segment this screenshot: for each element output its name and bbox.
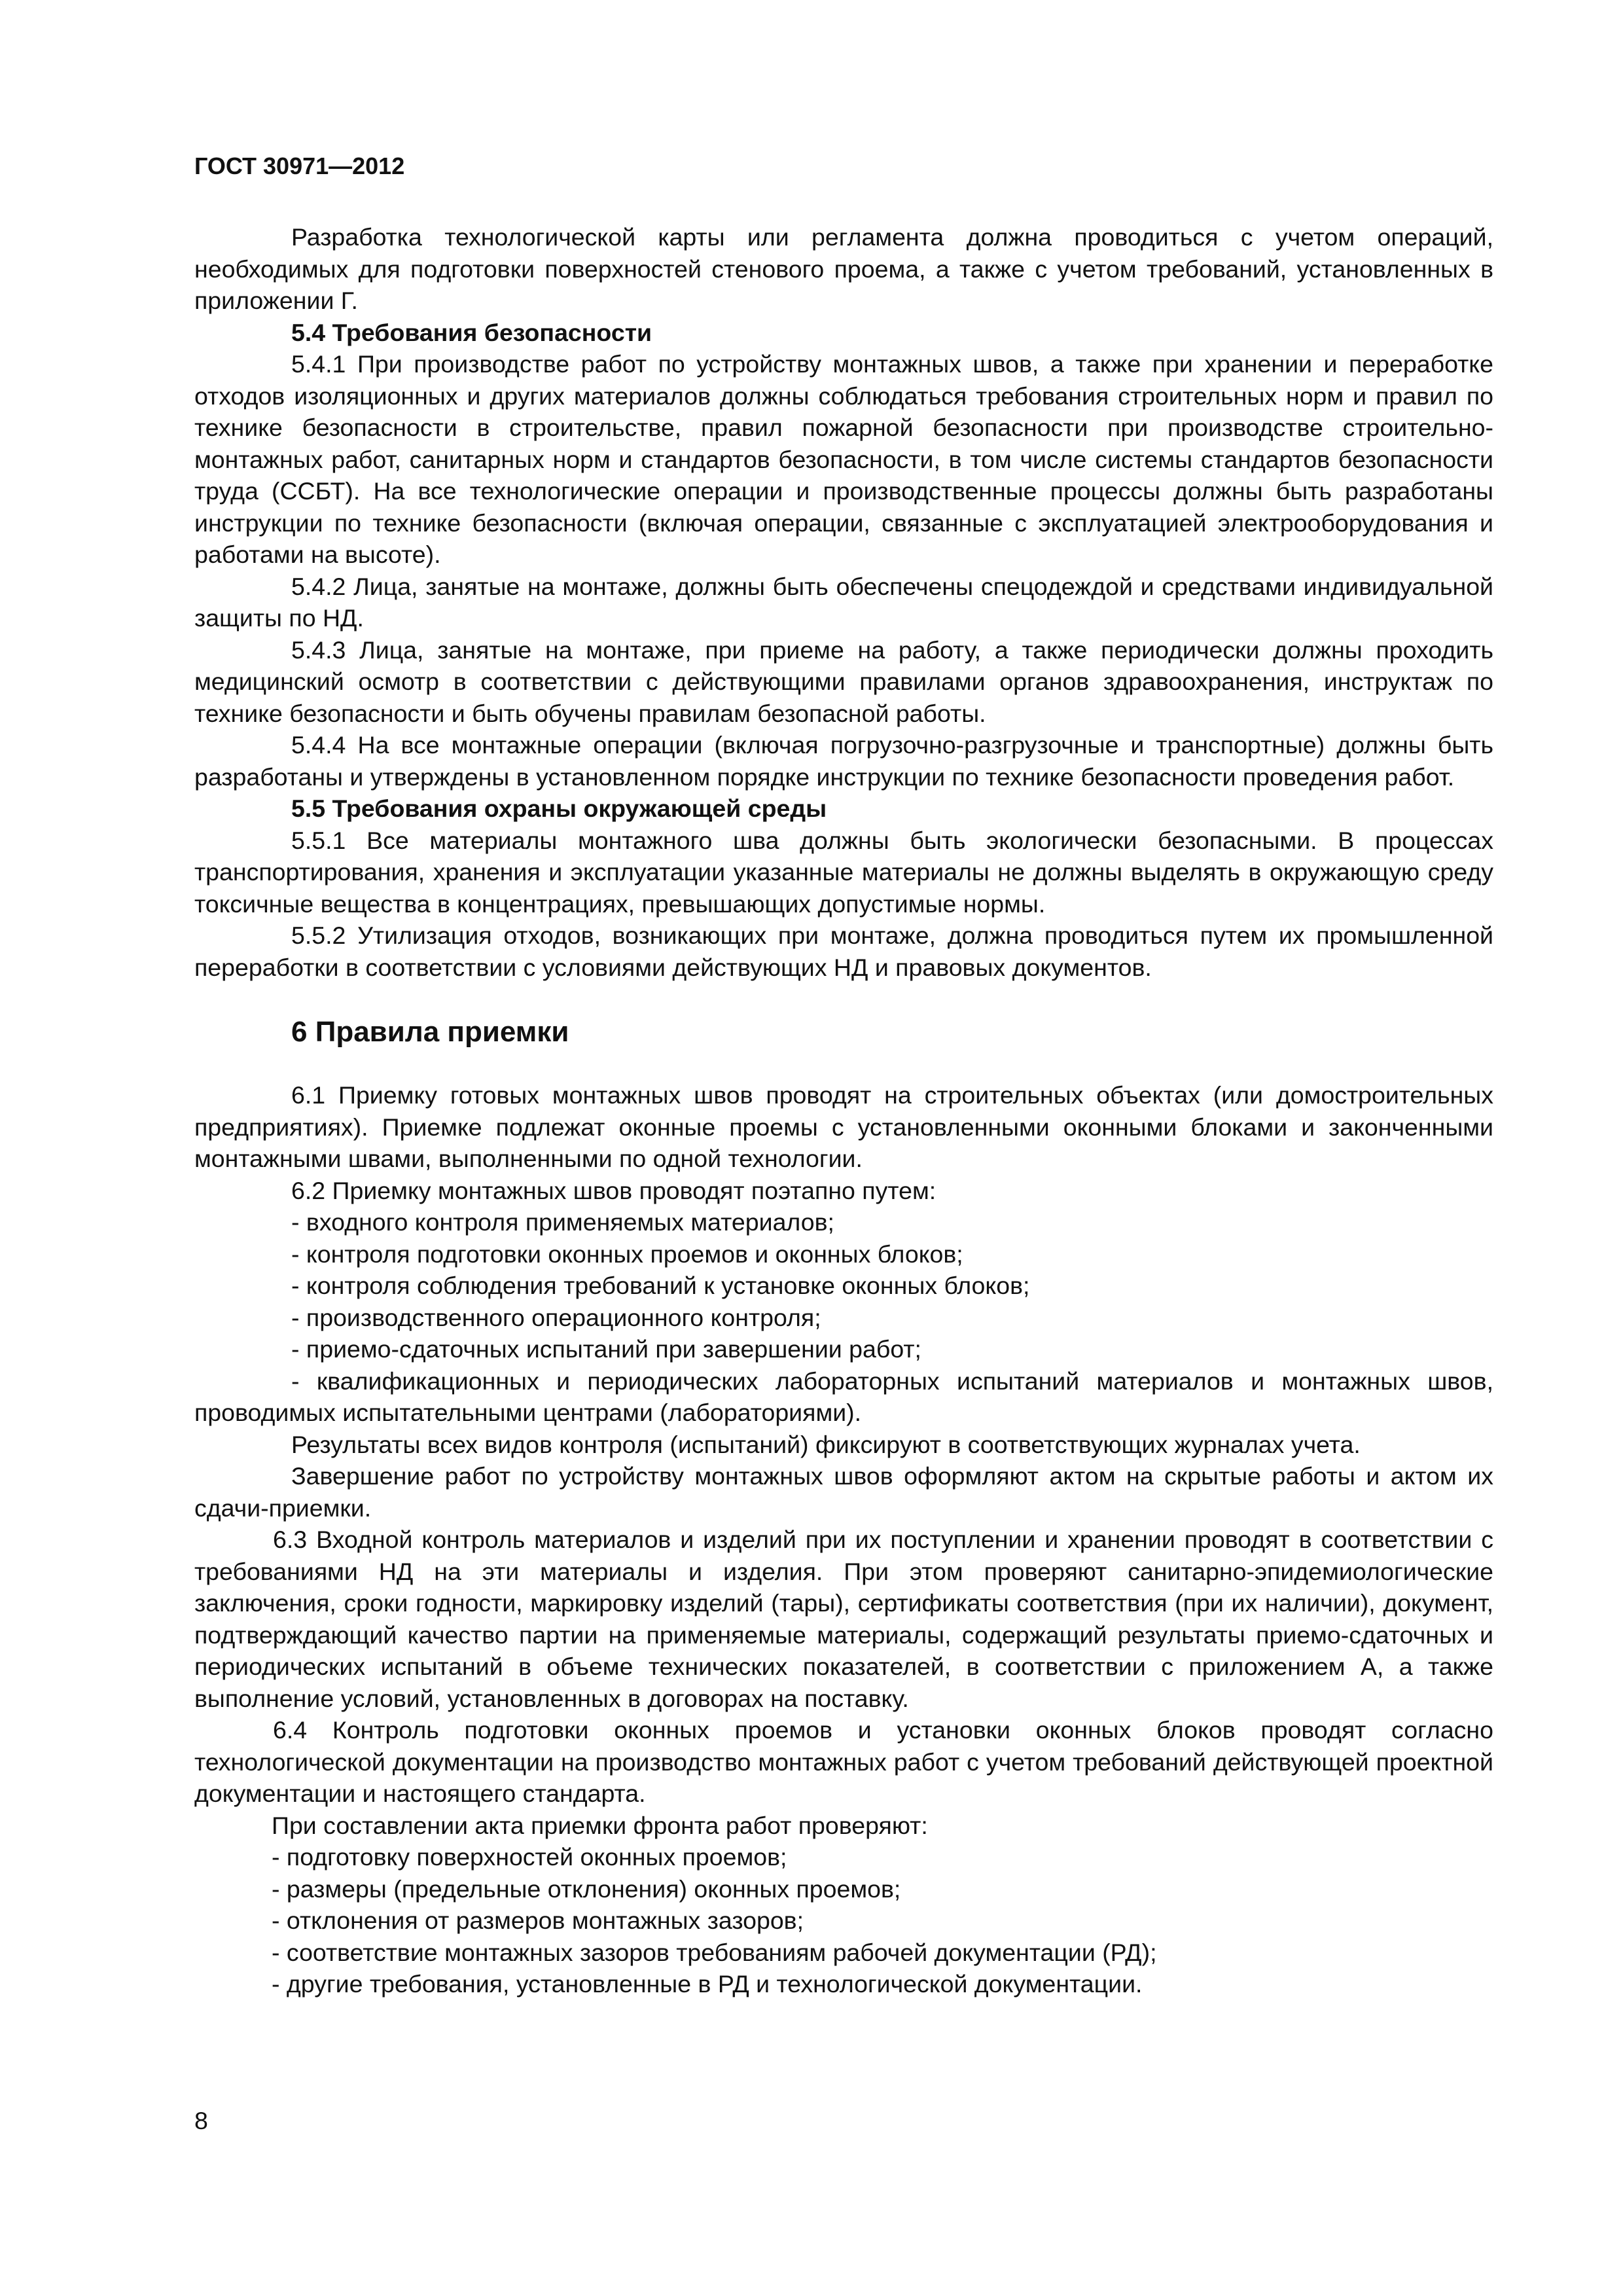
paragraph-6-3: 6.3 Входной контроль материалов и изделий при их поступлении и хранении проводят в соответствии с требованиями НД на эти материалы и изделия. При этом проверяют санитарно-эпидемиологические заключения, сроки годности, маркировку изделий (тары), сертификаты соответствия (при их наличии), документ, подтверждающий качество партии на применяемые материалы, содержащий результаты приемо-сдаточных и периодических испытаний в объеме технических показателей, в соответствии с приложением А, а также выполнение условий, установленных в договорах на поставку. <box>194 1526 1493 1712</box>
list-item: - контроля соблюдения требований к установке оконных блоков; <box>291 1272 1030 1299</box>
list-item: - другие требования, установленные в РД и технологической документации. <box>272 1970 1143 1998</box>
section-heading-5-5: 5.5 Требования охраны окружающей среды <box>291 795 827 822</box>
paragraph-5-5-1: 5.5.1 Все материалы монтажного шва должны быть экологически безопасными. В процессах транспортирования, хранения и эксплуатации указанные материалы не должны выделять в окружающую среду токсичные вещества в концентрациях, превышающих допустимые нормы. <box>194 826 1493 918</box>
paragraph-6-2: 6.2 Приемку монтажных швов проводят поэтапно путем: <box>291 1176 936 1204</box>
paragraph-results: Результаты всех видов контроля (испытаний) фиксируют в соответствующих журналах учета. <box>291 1430 1361 1458</box>
paragraph-act-check: При составлении акта приемки фронта работ проверяют: <box>272 1811 928 1839</box>
list-item: - подготовку поверхностей оконных проемов; <box>272 1843 787 1871</box>
list-item: - контроля подготовки оконных проемов и оконных блоков; <box>291 1240 963 1268</box>
paragraph-6-1: 6.1 Приемку готовых монтажных швов проводят на строительных объектах (или домостроительных предприятиях). Приемке подлежат оконные проемы с установленными оконными блоками и законченными монтажными швами, выполненными по одной технологии. <box>194 1081 1493 1172</box>
paragraph-completion: Завершение работ по устройству монтажных швов оформляют актом на скрытые работы и актом их сдачи-приемки. <box>194 1462 1493 1522</box>
document-body <box>194 221 1493 2000</box>
document-code-header: ГОСТ 30971—2012 <box>194 152 405 179</box>
paragraph-5-4-4: 5.4.4 На все монтажные операции (включая погрузочно-разгрузочные и транспортные) должны быть разработаны и утверждены в установленном порядке инструкции по технике безопасности проведения работ. <box>194 731 1493 791</box>
list-item: - производственного операционного контроля; <box>291 1303 821 1331</box>
paragraph-6-4: 6.4 Контроль подготовки оконных проемов и установки оконных блоков проводят согласно технологической документации на производство монтажных работ с учетом требований действующей проектной документации и настоящего стандарта. <box>194 1716 1493 1807</box>
list-item: - приемо-сдаточных испытаний при завершении работ; <box>291 1335 921 1363</box>
list-item: - входного контроля применяемых материалов; <box>291 1208 834 1236</box>
list-item: - соответствие монтажных зазоров требованиям рабочей документации (РД); <box>272 1938 1157 1966</box>
list-item: - размеры (предельные отклонения) оконных проемов; <box>272 1874 901 1903</box>
paragraph-5-4-2: 5.4.2 Лица, занятые на монтаже, должны быть обеспечены спецодеждой и средствами индивидуальной защиты по НД. <box>194 572 1493 632</box>
paragraph-intro: Разработка технологической карты или регламента должна проводиться с учетом операций, необходимых для подготовки поверхностей стенового проема, а также с учетом требований, установленных в приложении Г. <box>194 223 1493 314</box>
paragraph-5-4-3: 5.4.3 Лица, занятые на монтаже, при приеме на работу, а также периодически должны проходить медицинский осмотр в соответствии с действующими правилами органов здравоохранения, инструктаж по технике безопасности и быть обучены правилам безопасной работы. <box>194 636 1493 727</box>
list-item: - отклонения от размеров монтажных зазоров; <box>272 1907 804 1934</box>
list-item: - квалификационных и периодических лабораторных испытаний материалов и монтажных швов, проводимых испытательными центрами (лабораториями). <box>194 1367 1493 1426</box>
section-heading-5-4: 5.4 Требования безопасности <box>291 318 652 346</box>
paragraph-5-4-1: 5.4.1 При производстве работ по устройству монтажных швов, а также при хранении и переработке отходов изоляционных и других материалов должны соблюдаться требования строительных норм и правил по технике безопасности в строительстве, правил пожарной безопасности при производстве строительно-монтажных работ, санитарных норм и стандартов безопасности, в том числе системы стандартов безопасности труда (ССБТ). На все технологические операции и производственные процессы должны быть разработаны инструкции по технике безопасности (включая операции, связанные с эксплуатацией электрооборудования и работами на высоте). <box>194 350 1493 568</box>
paragraph-5-5-2: 5.5.2 Утилизация отходов, возникающих при монтаже, должна проводиться путем их промышленной переработки в соответствии с условиями действующих НД и правовых документов. <box>194 922 1493 981</box>
page-number: 8 <box>194 2107 208 2134</box>
section-heading-6: 6 Правила приемки <box>291 1016 569 1048</box>
